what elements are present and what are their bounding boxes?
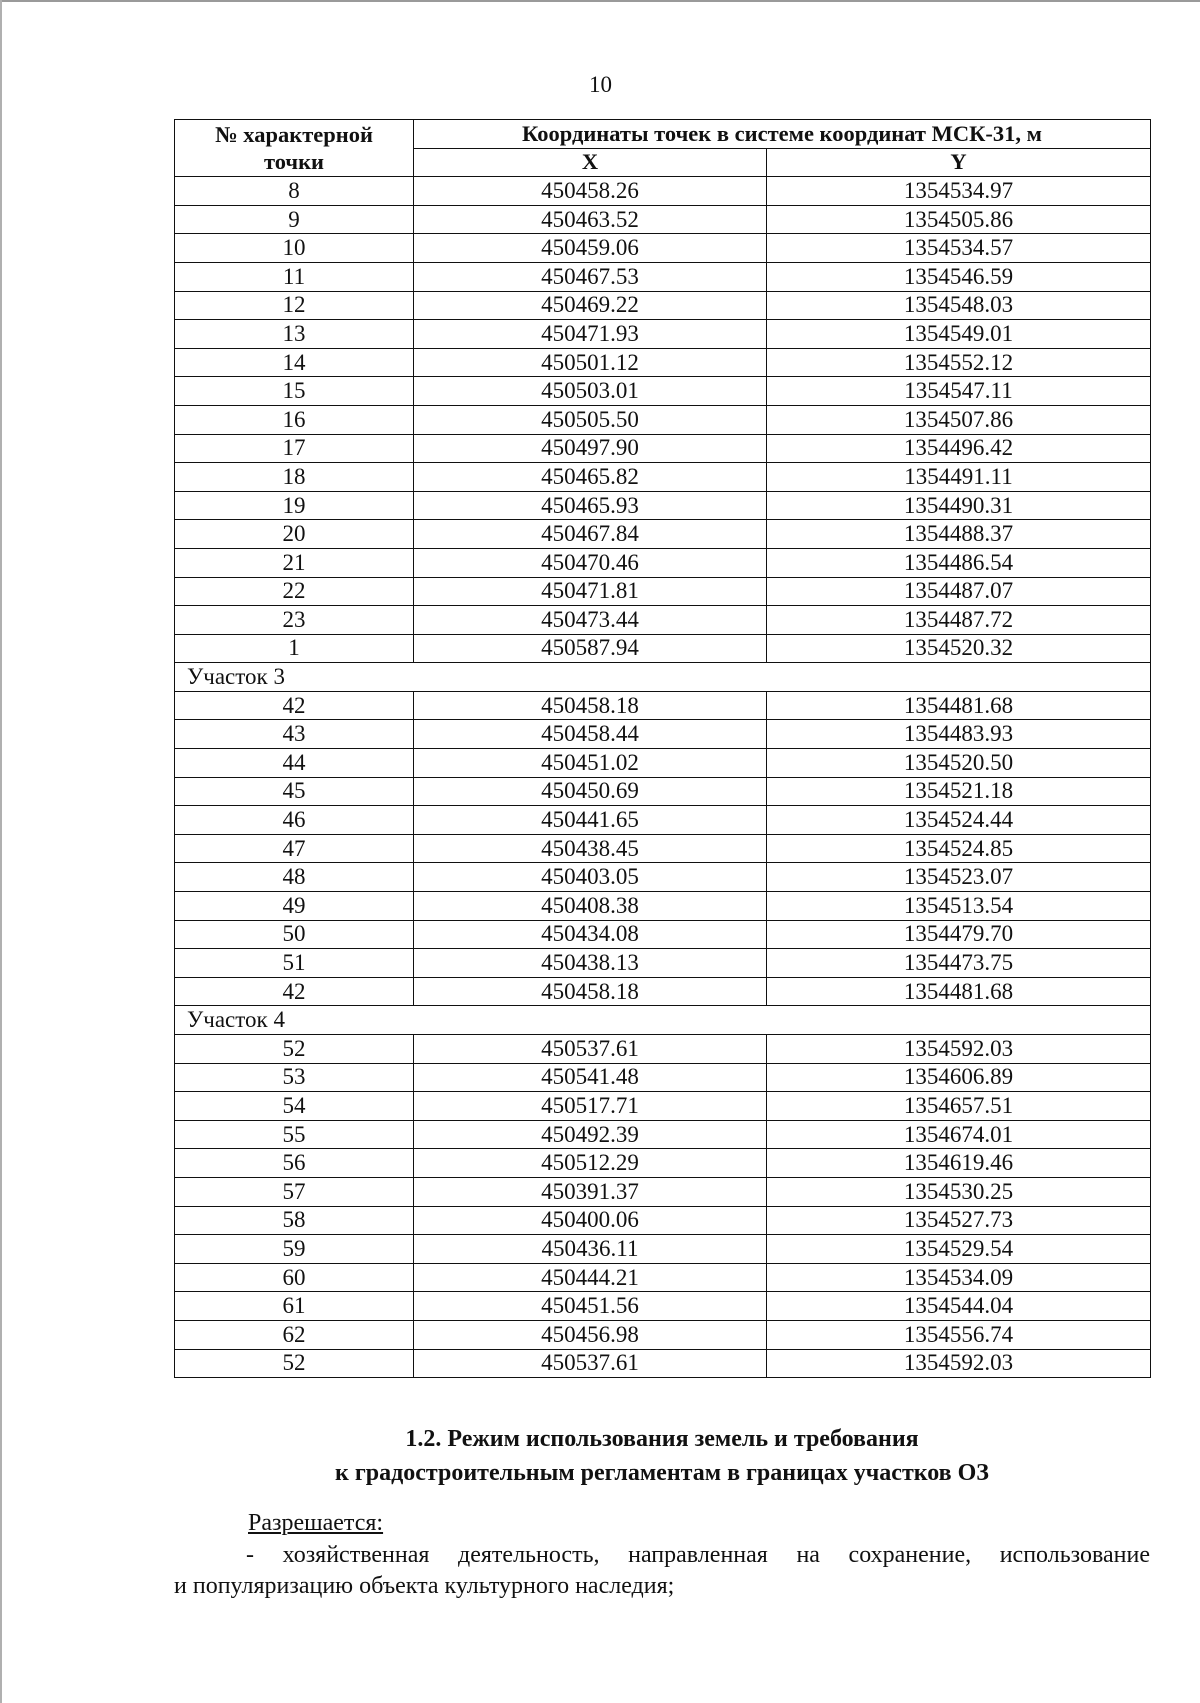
- point-number-cell: 56: [175, 1149, 414, 1178]
- table-row: [175, 834, 1151, 863]
- y-coordinate-cell: 1354592.03: [767, 1349, 1151, 1378]
- point-number-cell: 11: [175, 262, 414, 291]
- table-row: [175, 520, 1151, 549]
- x-coordinate-cell: 450469.22: [414, 291, 767, 320]
- table-row: [175, 777, 1151, 806]
- x-coordinate-cell: 450451.02: [414, 749, 767, 778]
- x-coordinate-cell: 450438.45: [414, 834, 767, 863]
- y-coordinate-cell: 1354491.11: [767, 463, 1151, 492]
- point-number-cell: 15: [175, 377, 414, 406]
- table-row: [175, 548, 1151, 577]
- x-coordinate-cell: 450473.44: [414, 606, 767, 635]
- table-row: [175, 691, 1151, 720]
- y-coordinate-cell: 1354524.85: [767, 834, 1151, 863]
- x-coordinate-cell: 450505.50: [414, 405, 767, 434]
- x-coordinate-cell: 450434.08: [414, 920, 767, 949]
- x-coordinate-cell: 450517.71: [414, 1092, 767, 1121]
- y-coordinate-cell: 1354487.07: [767, 577, 1151, 606]
- point-number-cell: 19: [175, 491, 414, 520]
- y-coordinate-cell: 1354534.09: [767, 1263, 1151, 1292]
- table-row: [175, 177, 1151, 206]
- table-row: [175, 434, 1151, 463]
- x-coordinate-cell: 450458.18: [414, 977, 767, 1006]
- point-number-cell: 47: [175, 834, 414, 863]
- point-number-cell: 22: [175, 577, 414, 606]
- section-row: [175, 663, 1151, 692]
- table-row: [175, 920, 1151, 949]
- y-coordinate-cell: 1354513.54: [767, 892, 1151, 921]
- table-row: [175, 405, 1151, 434]
- point-number-cell: 12: [175, 291, 414, 320]
- page-number: 10: [589, 72, 612, 97]
- y-coordinate-cell: 1354527.73: [767, 1206, 1151, 1235]
- x-coordinate-cell: 450537.61: [414, 1349, 767, 1378]
- y-coordinate-cell: 1354674.01: [767, 1120, 1151, 1149]
- table-row: [175, 1177, 1151, 1206]
- x-coordinate-cell: 450492.39: [414, 1120, 767, 1149]
- y-coordinate-cell: 1354524.44: [767, 806, 1151, 835]
- table-row: [175, 863, 1151, 892]
- y-coordinate-cell: 1354488.37: [767, 520, 1151, 549]
- y-coordinate-cell: 1354473.75: [767, 949, 1151, 978]
- point-number-cell: 18: [175, 463, 414, 492]
- table-row: [175, 806, 1151, 835]
- x-coordinate-cell: 450458.18: [414, 691, 767, 720]
- point-number-cell: 57: [175, 1177, 414, 1206]
- x-coordinate-cell: 450403.05: [414, 863, 767, 892]
- point-number-cell: 52: [175, 1349, 414, 1378]
- y-coordinate-cell: 1354592.03: [767, 1035, 1151, 1064]
- point-number-cell: 44: [175, 749, 414, 778]
- point-number-cell: 8: [175, 177, 414, 206]
- x-coordinate-cell: 450391.37: [414, 1177, 767, 1206]
- table-row: [175, 720, 1151, 749]
- x-coordinate-cell: 450471.81: [414, 577, 767, 606]
- point-number-cell: 21: [175, 548, 414, 577]
- coordinates-table: [174, 119, 1151, 1378]
- point-number-cell: 23: [175, 606, 414, 635]
- table-header: [175, 120, 1151, 177]
- section-heading-line2: к градостроительным регламентам в границах участков ОЗ: [335, 1460, 989, 1486]
- x-coordinate-cell: 450497.90: [414, 434, 767, 463]
- point-number-cell: 53: [175, 1063, 414, 1092]
- section-heading-line1: 1.2. Режим использования земель и требования: [405, 1426, 919, 1452]
- y-coordinate-cell: 1354520.50: [767, 749, 1151, 778]
- point-number-header-line1: № характерной: [215, 122, 373, 148]
- section-heading: [174, 1422, 1150, 1490]
- point-number-cell: 43: [175, 720, 414, 749]
- point-number-cell: 46: [175, 806, 414, 835]
- section-row: [175, 1006, 1151, 1035]
- y-coordinate-cell: 1354505.86: [767, 205, 1151, 234]
- x-coordinate-cell: 450463.52: [414, 205, 767, 234]
- table-row: [175, 949, 1151, 978]
- point-number-cell: 20: [175, 520, 414, 549]
- x-column-header: X: [414, 148, 767, 177]
- point-number-cell: 58: [175, 1206, 414, 1235]
- x-coordinate-cell: 450465.93: [414, 491, 767, 520]
- x-coordinate-cell: 450444.21: [414, 1263, 767, 1292]
- y-coordinate-cell: 1354556.74: [767, 1320, 1151, 1349]
- x-coordinate-cell: 450451.56: [414, 1292, 767, 1321]
- table-row: [175, 1263, 1151, 1292]
- y-coordinate-cell: 1354507.86: [767, 405, 1151, 434]
- y-coordinate-cell: 1354546.59: [767, 262, 1151, 291]
- y-coordinate-cell: 1354479.70: [767, 920, 1151, 949]
- x-coordinate-cell: 450450.69: [414, 777, 767, 806]
- y-coordinate-cell: 1354548.03: [767, 291, 1151, 320]
- y-coordinate-cell: 1354529.54: [767, 1235, 1151, 1264]
- point-number-cell: 42: [175, 691, 414, 720]
- table-row: [175, 1292, 1151, 1321]
- y-coordinate-cell: 1354481.68: [767, 977, 1151, 1006]
- x-coordinate-cell: 450537.61: [414, 1035, 767, 1064]
- y-coordinate-cell: 1354487.72: [767, 606, 1151, 635]
- table-row: [175, 1092, 1151, 1121]
- table-row: [175, 1235, 1151, 1264]
- table-row: [175, 577, 1151, 606]
- x-coordinate-cell: 450458.44: [414, 720, 767, 749]
- table-row: [175, 892, 1151, 921]
- x-coordinate-cell: 450471.93: [414, 320, 767, 349]
- y-coordinate-cell: 1354481.68: [767, 691, 1151, 720]
- y-coordinate-cell: 1354534.97: [767, 177, 1151, 206]
- x-coordinate-cell: 450501.12: [414, 348, 767, 377]
- point-number-cell: 50: [175, 920, 414, 949]
- scan-border-left: [0, 0, 2, 1703]
- x-coordinate-cell: 450465.82: [414, 463, 767, 492]
- y-coordinate-cell: 1354657.51: [767, 1092, 1151, 1121]
- point-number-cell: 55: [175, 1120, 414, 1149]
- x-coordinate-cell: 450470.46: [414, 548, 767, 577]
- table-row: [175, 749, 1151, 778]
- point-number-cell: 42: [175, 977, 414, 1006]
- point-number-header: [175, 120, 414, 177]
- y-coordinate-cell: 1354530.25: [767, 1177, 1151, 1206]
- point-number-cell: 14: [175, 348, 414, 377]
- y-coordinate-cell: 1354547.11: [767, 377, 1151, 406]
- allowed-item: [174, 1540, 1150, 1602]
- point-number-cell: 54: [175, 1092, 414, 1121]
- x-coordinate-cell: 450456.98: [414, 1320, 767, 1349]
- section-label: Участок 4: [175, 1006, 1151, 1035]
- point-number-cell: 16: [175, 405, 414, 434]
- x-coordinate-cell: 450587.94: [414, 634, 767, 663]
- x-coordinate-cell: 450503.01: [414, 377, 767, 406]
- point-number-header-line2: точки: [263, 149, 325, 175]
- table-row: [175, 491, 1151, 520]
- y-coordinate-cell: 1354520.32: [767, 634, 1151, 663]
- x-coordinate-cell: 450541.48: [414, 1063, 767, 1092]
- table-row: [175, 320, 1151, 349]
- point-number-cell: 45: [175, 777, 414, 806]
- x-coordinate-cell: 450512.29: [414, 1149, 767, 1178]
- y-column-header: Y: [767, 148, 1151, 177]
- x-coordinate-cell: 450438.13: [414, 949, 767, 978]
- allowed-label: Разрешается:: [248, 1510, 384, 1536]
- allowed-item-line1: - хозяйственная деятельность, направленная на сохранение, использование: [246, 1542, 1150, 1568]
- table-body: [175, 177, 1151, 1378]
- point-number-cell: 52: [175, 1035, 414, 1064]
- point-number-cell: 59: [175, 1235, 414, 1264]
- y-coordinate-cell: 1354606.89: [767, 1063, 1151, 1092]
- point-number-cell: 17: [175, 434, 414, 463]
- y-coordinate-cell: 1354549.01: [767, 320, 1151, 349]
- table-row: [175, 1149, 1151, 1178]
- y-coordinate-cell: 1354534.57: [767, 234, 1151, 263]
- y-coordinate-cell: 1354544.04: [767, 1292, 1151, 1321]
- table-row: [175, 377, 1151, 406]
- y-coordinate-cell: 1354552.12: [767, 348, 1151, 377]
- y-coordinate-cell: 1354486.54: [767, 548, 1151, 577]
- x-coordinate-cell: 450467.84: [414, 520, 767, 549]
- x-coordinate-cell: 450408.38: [414, 892, 767, 921]
- section-label: Участок 3: [175, 663, 1151, 692]
- allowed-item-line2: и популяризацию объекта культурного наследия;: [174, 1573, 675, 1599]
- x-coordinate-cell: 450467.53: [414, 262, 767, 291]
- x-coordinate-cell: 450459.06: [414, 234, 767, 263]
- table-row: [175, 262, 1151, 291]
- table-row: [175, 205, 1151, 234]
- x-coordinate-cell: 450400.06: [414, 1206, 767, 1235]
- y-coordinate-cell: 1354523.07: [767, 863, 1151, 892]
- point-number-cell: 10: [175, 234, 414, 263]
- x-coordinate-cell: 450441.65: [414, 806, 767, 835]
- table-row: [175, 463, 1151, 492]
- y-coordinate-cell: 1354521.18: [767, 777, 1151, 806]
- point-number-cell: 60: [175, 1263, 414, 1292]
- x-coordinate-cell: 450458.26: [414, 177, 767, 206]
- point-number-cell: 9: [175, 205, 414, 234]
- y-coordinate-cell: 1354483.93: [767, 720, 1151, 749]
- table-row: [175, 1349, 1151, 1378]
- x-coordinate-cell: 450436.11: [414, 1235, 767, 1264]
- table-row: [175, 977, 1151, 1006]
- point-number-cell: 1: [175, 634, 414, 663]
- table-row: [175, 1063, 1151, 1092]
- point-number-cell: 61: [175, 1292, 414, 1321]
- table-row: [175, 1320, 1151, 1349]
- table-row: [175, 291, 1151, 320]
- table-row: [175, 1035, 1151, 1064]
- y-coordinate-cell: 1354490.31: [767, 491, 1151, 520]
- table-row: [175, 348, 1151, 377]
- table-row: [175, 1206, 1151, 1235]
- point-number-cell: 51: [175, 949, 414, 978]
- coords-system-header: Координаты точек в системе координат МСК-31, м: [414, 120, 1151, 149]
- y-coordinate-cell: 1354619.46: [767, 1149, 1151, 1178]
- point-number-cell: 62: [175, 1320, 414, 1349]
- point-number-cell: 13: [175, 320, 414, 349]
- y-coordinate-cell: 1354496.42: [767, 434, 1151, 463]
- point-number-cell: 48: [175, 863, 414, 892]
- table-row: [175, 1120, 1151, 1149]
- point-number-cell: 49: [175, 892, 414, 921]
- table-row: [175, 234, 1151, 263]
- table-row: [175, 606, 1151, 635]
- table-row: [175, 634, 1151, 663]
- scan-border-top: [0, 0, 1200, 2]
